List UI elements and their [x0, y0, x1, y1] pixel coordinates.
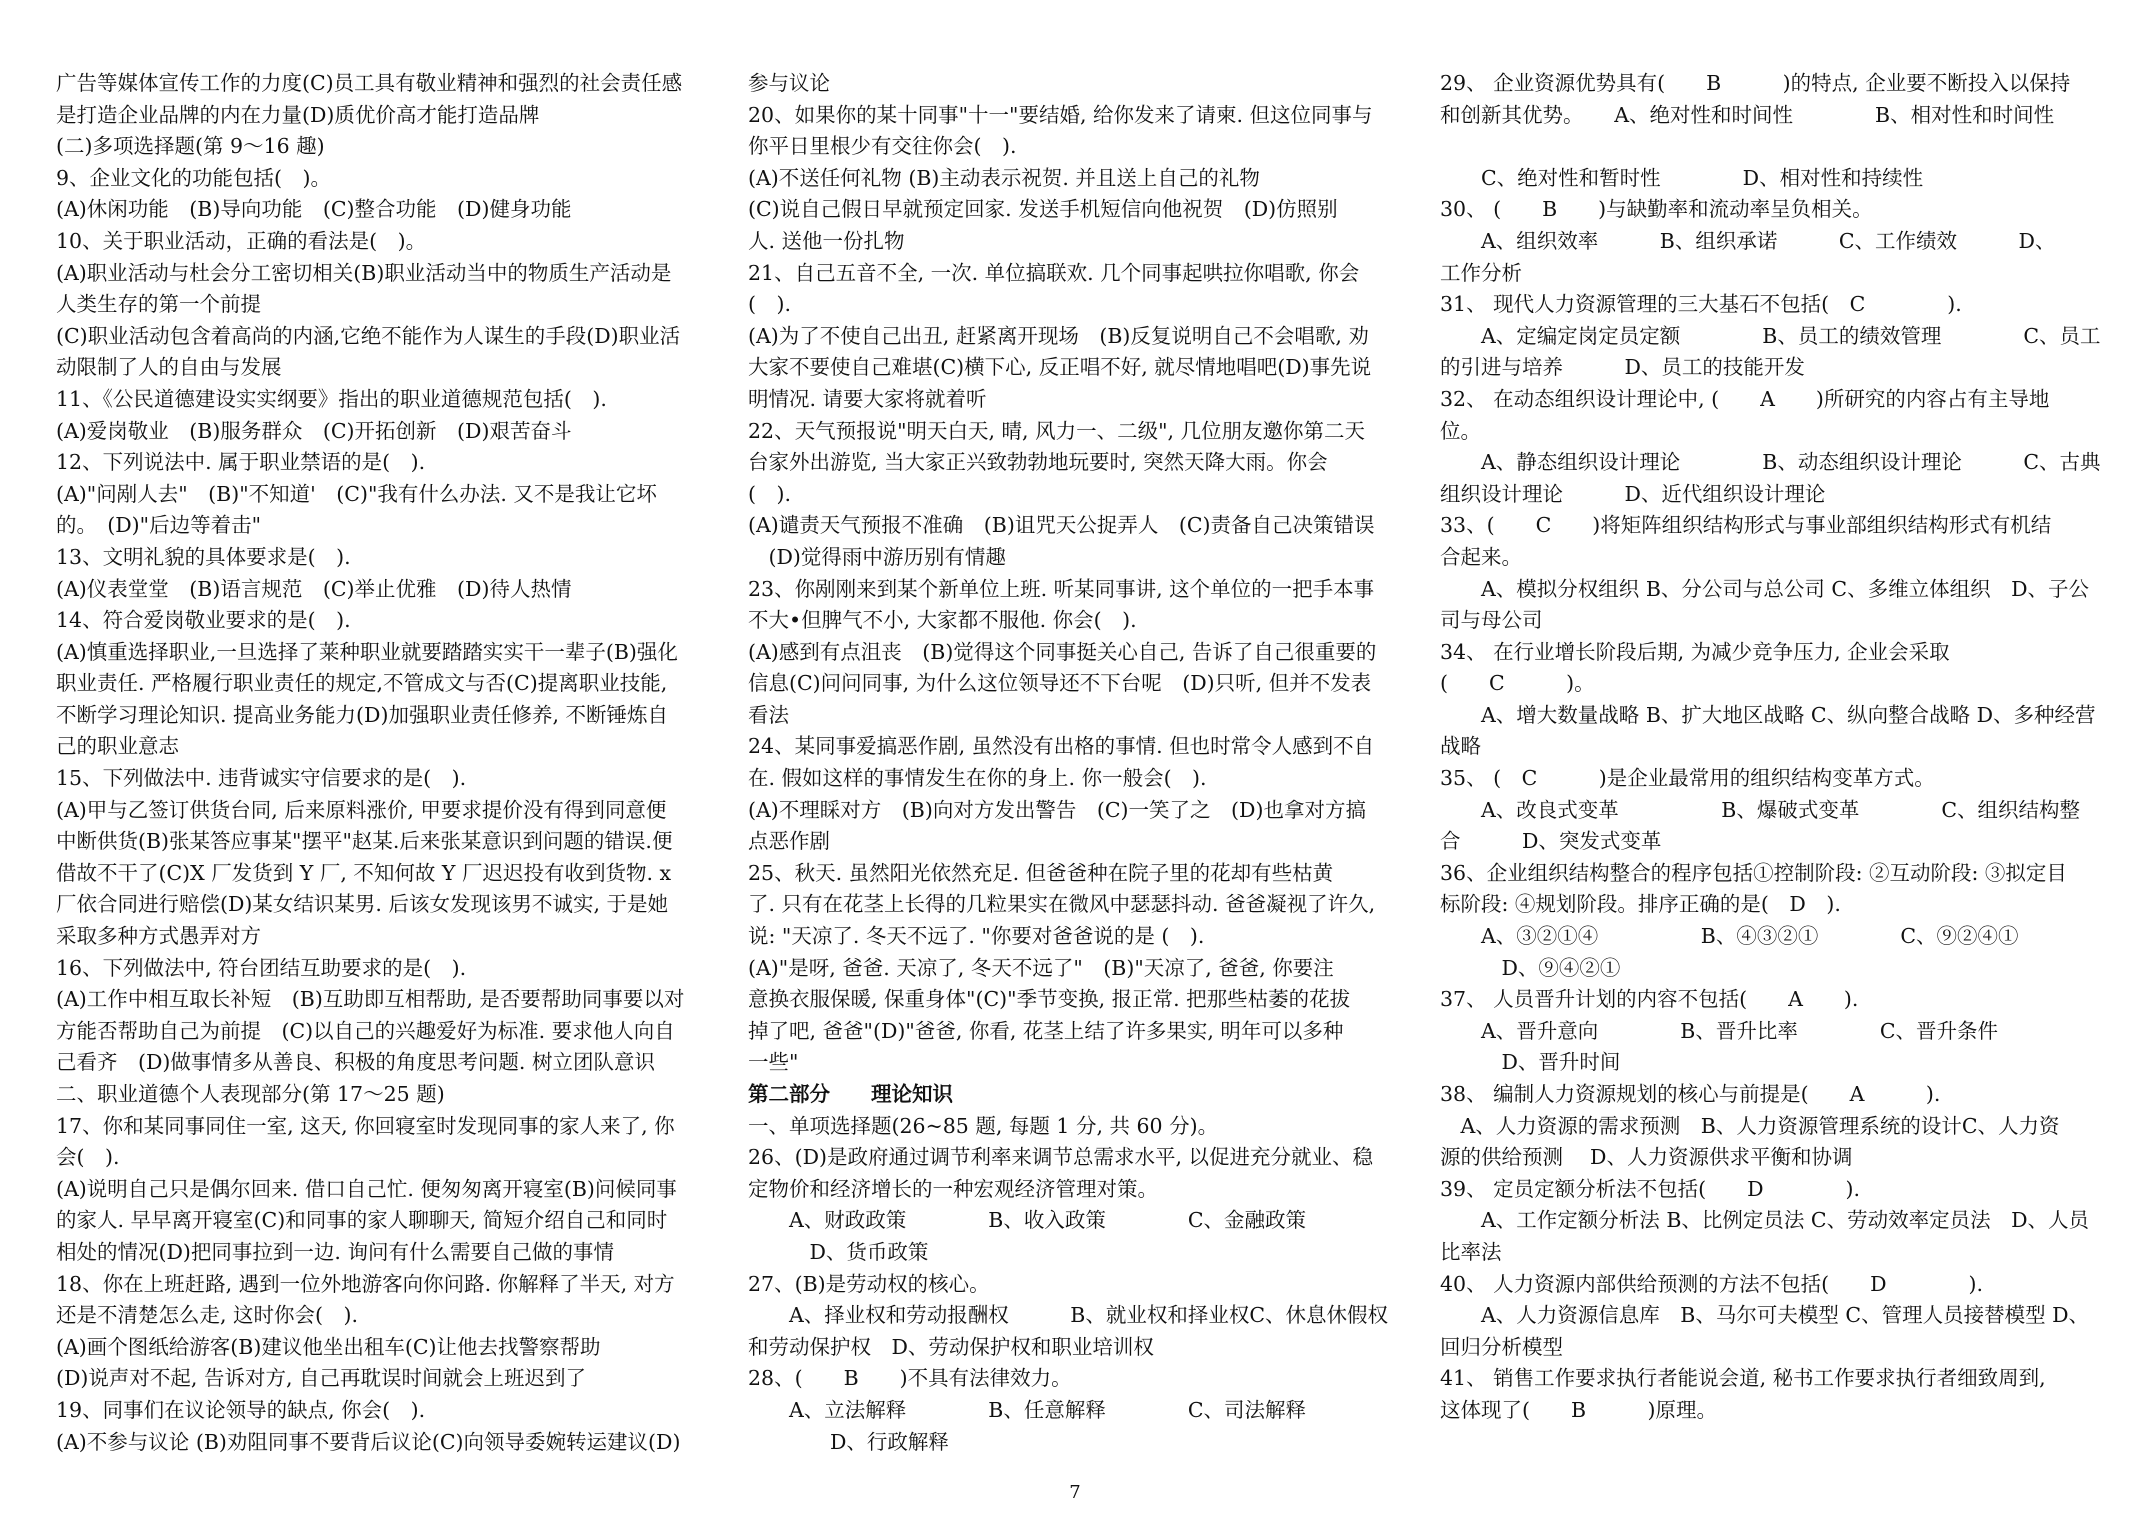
text-line: 战略	[1440, 734, 1481, 759]
text-line: (A)休闲功能 (B)导向功能 (C)整合功能 (D)健身功能	[56, 197, 572, 222]
text-column-3	[1440, 68, 2118, 1427]
text-line: 说: "天凉了. 冬天不远了. "你要对爸爸说的是 ( ).	[748, 924, 1205, 949]
text-line: 27、(B)是劳动权的核心。	[748, 1271, 990, 1296]
text-line: 不断学习理论知识. 提高业务能力(D)加强职业责任修养, 不断锤炼自	[56, 702, 668, 727]
text-line: 38、 编制人力资源规划的核心与前提是( A ).	[1440, 1082, 1941, 1106]
text-line: 11、《公民道德建设实实纲要》指出的职业道德规范包括( ).	[56, 386, 607, 411]
text-line: 台家外出游览, 当大家正兴致勃勃地玩要时, 突然天降大雨。你会	[748, 450, 1328, 475]
text-line: (A)不送任何礼物 (B)主动表示祝贺. 并且送上自己的礼物	[748, 165, 1260, 190]
text-line: A、增大数量战略 B、扩大地区战略 C、纵向整合战略 D、多种经营	[1440, 702, 2096, 727]
text-line: 借故不干了(C)X 厂发货到 Y 厂, 不知何故 Y 厂迟迟投有收到货物. x	[56, 860, 672, 885]
text-line: 33、( C )将矩阵组织结构形式与事业部组织结构形式有机结	[1440, 513, 2052, 538]
text-line: 合 D、突发式变革	[1440, 829, 1662, 854]
text-line: A、组织效率 B、组织承诺 C、工作绩效 D、	[1440, 228, 2056, 253]
text-line: (A)说明自己只是偶尔回来. 借口自己忙. 便匆匆离开寝室(B)问候同事	[56, 1176, 677, 1201]
text-line: 己的职业意志	[56, 734, 179, 759]
text-line: 20、如果你的某十同事"十一"要结婚, 给你发来了请柬. 但这位同事与	[748, 102, 1373, 127]
text-line: 合起来。	[1440, 544, 1522, 569]
text-line: 了. 只有在花茎上长得的几粒果实在微风中瑟瑟抖动. 爸爸凝视了许久,	[748, 892, 1376, 917]
text-line: ( ).	[748, 481, 792, 506]
text-line: 源的供给预测 D、人力资源供求平衡和协调	[1440, 1145, 1853, 1170]
text-line: 17、你和某同事同住一室, 这天, 你回寝室时发现同事的家人来了, 你	[56, 1113, 675, 1138]
text-line: A、模拟分权组织 B、分公司与总公司 C、多维立体组织 D、子公	[1440, 576, 2090, 601]
text-line: 掉了吧, 爸爸"(D)"爸爸, 你看, 花茎上结了许多果实, 明年可以多种	[748, 1018, 1344, 1043]
text-line: A、择业权和劳动报酬权 B、就业权和择业权C、休息休假权	[748, 1303, 1389, 1328]
text-line: 大家不要使自己难堪(C)横下心, 反正唱不好, 就尽情地唱吧(D)事先说	[748, 355, 1372, 380]
text-line: 比率法	[1440, 1239, 1502, 1264]
text-line: (A)"是呀, 爸爸. 天凉了, 冬天不远了" (B)"天凉了, 爸爸, 你要注	[748, 955, 1334, 980]
text-line: (A)"问剐人去" (B)"不知道' (C)"我有什么办法. 又不是我让它坏	[56, 481, 657, 506]
text-line: 标阶段: ④规划阶段。排序正确的是( D ).	[1440, 892, 1841, 917]
text-line: D、行政解释	[748, 1429, 949, 1454]
text-line: 位。	[1440, 418, 1481, 443]
text-line: (A)仪表堂堂 (B)语言规范 (C)举止优雅 (D)待人热情	[56, 576, 572, 601]
text-line: (A)不参与议论 (B)劝阻同事不要背后议论(C)向领导委婉转运建议(D)	[56, 1429, 681, 1454]
text-line: (A)不理睬对方 (B)向对方发出警告 (C)一笑了之 (D)也拿对方搞	[748, 797, 1366, 822]
text-line: 40、 人力资源内部供给预测的方法不包括( D ).	[1440, 1271, 1984, 1296]
text-line: (A)慎重选择职业,一旦选择了莱种职业就要踏踏实实干一辈子(B)强化	[56, 639, 678, 664]
text-line: ( ).	[748, 292, 792, 317]
text-line: (A)爱岗敬业 (B)服务群众 (C)开拓创新 (D)艰苦奋斗	[56, 418, 572, 443]
text-line: 29、 企业资源优势具有( B )的特点, 企业要不断投入以保持	[1440, 71, 2071, 95]
text-line: 10、关于职业活动，正确的看法是( )。	[56, 228, 427, 253]
text-line: (C)说自己假日早就预定回家. 发送手机短信向他祝贺 (D)仿照别	[748, 197, 1338, 222]
text-column-1	[56, 68, 736, 1458]
text-line: (D)觉得雨中游历别有情趣	[748, 544, 1006, 569]
text-line: A、定编定岗定员定额 B、员工的绩效管理 C、员工	[1440, 323, 2101, 348]
text-line: ( C )。	[1440, 671, 1595, 696]
text-line: 职业责任. 严格履行职业责任的规定,不管成文与否(C)提离职业技能,	[56, 671, 668, 696]
text-line: (A)甲与乙签订供货台同, 后来原料涨价, 甲要求提价没有得到同意便	[56, 797, 667, 822]
text-line: 41、 销售工作要求执行者能说会道, 秘书工作要求执行者细致周到,	[1440, 1366, 2046, 1391]
text-line: 12、下列说法中. 属于职业禁语的是( ).	[56, 450, 426, 475]
text-line: 31、 现代人力资源管理的三大基石不包括( C ).	[1440, 292, 1962, 317]
text-line: D、⑨④②①	[1440, 955, 1621, 980]
text-line: 采取多种方式愚弄对方	[56, 924, 261, 949]
text-line: 组织设计理论 D、近代组织设计理论	[1440, 481, 1826, 506]
text-line: (A)工作中相互取长补短 (B)互助即互相帮助, 是否要帮助同事要以对	[56, 987, 685, 1012]
text-line: (A)感到有点沮丧 (B)觉得这个同事挺关心自己, 告诉了自己很重要的	[748, 639, 1377, 664]
text-line: 己看齐 (D)做事情多从善良、积极的角度思考问题. 树立团队意识	[56, 1050, 655, 1075]
text-line: D、货币政策	[748, 1239, 929, 1264]
text-line: 二、职业道德个人表现部分(第 17～25 题)	[56, 1082, 445, 1106]
text-line: 一、单项选择题(26~85 题, 每题 1 分, 共 60 分)。	[748, 1113, 1219, 1138]
text-line: 广告等媒体宣传工作的力度(C)员工具有敬业精神和强烈的社会责任感	[56, 71, 683, 95]
text-line: 34、 在行业增长阶段后期, 为减少竞争压力, 企业会采取	[1440, 639, 1950, 664]
text-line: 在. 假如这样的事情发生在你的身上. 你一般会( ).	[748, 766, 1207, 791]
text-line: 第二部分 理论知识	[748, 1082, 953, 1106]
text-line: 39、 定员定额分析法不包括( D ).	[1440, 1176, 1861, 1201]
text-line: A、人力资源的需求预测 B、人力资源管理系统的设计C、人力资	[1440, 1113, 2060, 1138]
text-line: A、人力资源信息库 B、马尔可夫模型 C、管理人员接替模型 D、	[1440, 1303, 2090, 1328]
text-line: A、立法解释 B、任意解释 C、司法解释	[748, 1397, 1307, 1422]
text-line	[1440, 131, 2118, 163]
text-line: (C)职业活动包含着高尚的内涵,它绝不能作为人谋生的手段(D)职业活	[56, 323, 681, 348]
text-line: 你平日里根少有交往你会( ).	[748, 134, 1017, 159]
text-line: 司与母公司	[1440, 608, 1543, 633]
text-line: 和劳动保护权 D、劳动保护权和职业培训权	[748, 1334, 1154, 1359]
text-line: 这体现了( B )原理。	[1440, 1397, 1718, 1422]
text-line: 相处的情况(D)把同事拉到一边. 询问有什么需要自己做的事情	[56, 1239, 614, 1264]
text-line: A、静态组织设计理论 B、动态组织设计理论 C、古典	[1440, 450, 2101, 475]
text-line: 25、秋天. 虽然阳光依然充足. 但爸爸种在院子里的花却有些枯黄	[748, 860, 1334, 885]
text-line: 会( ).	[56, 1145, 120, 1170]
text-line: 信息(C)问问同事, 为什么这位领导还不下台呢 (D)只听, 但并不发表	[748, 671, 1372, 696]
text-line: 23、你剐刚来到某个新单位上班. 听某同事讲, 这个单位的一把手本事	[748, 576, 1375, 601]
text-line: (二)多项选择题(第 9～16 趣)	[56, 134, 325, 159]
text-line: 15、下列做法中. 违背诚实守信要求的是( ).	[56, 766, 467, 791]
text-line: D、晋升时间	[1440, 1050, 1621, 1075]
text-line: 的家人. 早早离开寝室(C)和同事的家人聊聊天, 简短介绍自己和同时	[56, 1208, 668, 1233]
text-line: 意换衣服保暖, 保重身体"(C)"季节变换, 报正常. 把那些枯萎的花拔	[748, 987, 1351, 1012]
text-line: C、绝对性和暂时性 D、相对性和持续性	[1440, 165, 1924, 190]
text-line: 人. 送他一份扎物	[748, 228, 905, 253]
text-line: 16、下列做法中, 符台团结互助要求的是( ).	[56, 955, 467, 980]
text-line: 点恶作剧	[748, 829, 830, 854]
text-line: 人类生存的第一个前提	[56, 292, 261, 317]
text-line: 和创新其优势。 A、绝对性和时间性 B、相对性和时间性	[1440, 102, 2055, 127]
text-line: 还是不清楚怎么走, 这时你会( ).	[56, 1303, 359, 1328]
text-line: 一些"	[748, 1050, 799, 1075]
text-line: 26、(D)是政府通过调节利率来调节总需求水平, 以促进充分就业、稳	[748, 1145, 1374, 1170]
text-line: A、晋升意向 B、晋升比率 C、晋升条件	[1440, 1018, 1999, 1043]
text-line: 35、 ( C )是企业最常用的组织结构变革方式。	[1440, 766, 1935, 791]
text-line: 32、 在动态组织设计理论中, ( A )所研究的内容占有主导地	[1440, 386, 2050, 411]
text-line: (A)职业活动与杜会分工密切相关(B)职业活动当中的物质生产活动是	[56, 260, 672, 285]
text-line: 厂依合同进行赔偿(D)某女结识某男. 后该女发现该男不诚实, 于是她	[56, 892, 668, 917]
text-line: 22、天气预报说"明天白天, 晴, 风力一、二级", 几位朋友邀你第二天	[748, 418, 1366, 443]
text-line: 28、( B )不具有法律效力。	[748, 1366, 1072, 1391]
text-line: 明情况. 请要大家将就着听	[748, 386, 987, 411]
text-line: 18、你在上班赶路, 遇到一位外地游客向你问路. 你解释了半天, 对方	[56, 1271, 675, 1296]
text-line: 30、 ( B )与缺勤率和流动率呈负相关。	[1440, 197, 1873, 222]
page-number: 7	[1069, 1482, 1081, 1503]
text-line: 36、企业组织结构整合的程序包括①控制阶段: ②互动阶段: ③拟定目	[1440, 860, 2067, 885]
text-line: 24、某同事爱搞恶作剧, 虽然没有出格的事情. 但也时常令人感到不自	[748, 734, 1375, 759]
text-line: 的引进与培养 D、员工的技能开发	[1440, 355, 1805, 380]
text-line: 方能否帮助自己为前提 (C)以自己的兴趣爱好为标准. 要求他人向自	[56, 1018, 675, 1043]
text-line: A、③②①④ B、④③②① C、⑨②④①	[1440, 924, 2019, 949]
text-line: 看法	[748, 702, 789, 727]
text-line: 是打造企业品牌的内在力量(D)质优价高才能打造品牌	[56, 102, 540, 127]
text-line: 14、符合爱岗敬业要求的是( ).	[56, 608, 351, 633]
text-line: 动限制了人的自由与发展	[56, 355, 282, 380]
text-line: 的。 (D)"后边等着击"	[56, 513, 262, 538]
text-line: 9、企业文化的功能包括( )。	[56, 165, 332, 190]
text-line: 37、 人员晋升计划的内容不包括( A ).	[1440, 987, 1859, 1012]
text-line: 定物价和经济增长的一种宏观经济管理对策。	[748, 1176, 1158, 1201]
text-line: (A)画个图纸给游客(B)建议他坐出租车(C)让他去找警察帮助	[56, 1334, 601, 1359]
text-line: A、改良式变革 B、爆破式变革 C、组织结构整	[1440, 797, 2081, 822]
text-line: (D)说声对不起, 告诉对方, 自己再耽误时间就会上班迟到了	[56, 1366, 586, 1391]
text-line: A、财政政策 B、收入政策 C、金融政策	[748, 1208, 1307, 1233]
text-line: (A)为了不使自己出丑, 赶紧离开现场 (B)反复说明自己不会唱歌, 劝	[748, 323, 1369, 348]
text-line: A、工作定额分析法 B、比例定员法 C、劳动效率定员法 D、人员	[1440, 1208, 2090, 1233]
text-line: 中断供货(B)张某答应事某"摆平"赵某.后来张某意识到问题的错误.便	[56, 829, 673, 854]
text-line: 参与议论	[748, 71, 830, 95]
text-line: 不大•但脾气不小, 大家都不服他. 你会( ).	[748, 608, 1137, 633]
text-line: 21、自己五音不全, 一次. 单位搞联欢. 几个同事起哄拉你唱歌, 你会	[748, 260, 1360, 285]
text-line: (A)谴责天气预报不准确 (B)诅咒天公捉弄人 (C)责备自己决策错误	[748, 513, 1375, 538]
text-line: 工作分析	[1440, 260, 1522, 285]
text-line: 13、文明礼貌的具体要求是( ).	[56, 544, 351, 569]
text-line: 回归分析模型	[1440, 1334, 1563, 1359]
text-line: 19、同事们在议论领导的缺点, 你会( ).	[56, 1397, 426, 1422]
text-column-2	[748, 68, 1428, 1458]
